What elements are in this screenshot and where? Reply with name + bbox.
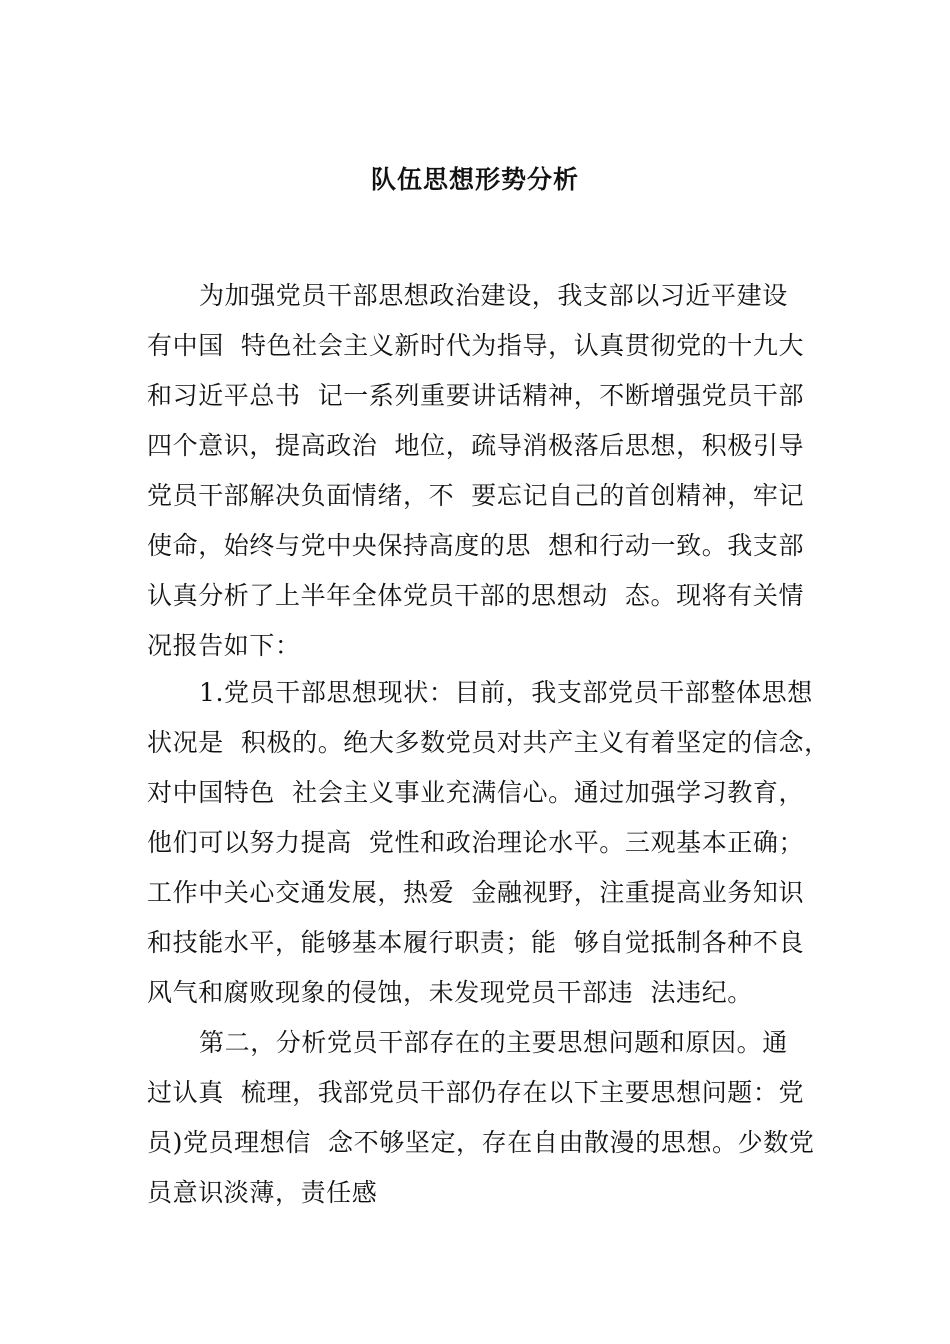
document-title: 队伍思想形势分析 [370,165,579,194]
text-line: 1.党员干部思想现状：目前，我支部党员干部整体思想 [199,678,813,707]
text-line: 和技能水平，能够基本履行职责；能 够自觉抵制各种不良 [147,928,805,957]
text-line: 有中国 特色社会主义新时代为指导，认真贯彻党的十九大 [147,331,805,360]
paragraph-problems [147,1018,815,1218]
text-line: 过认真 梳理，我部党员干部仍存在以下主要思想问题：党 [147,1078,805,1107]
text-line: 员)党员理想信 念不够坚定，存在自由散漫的思想。少数党 [147,1128,815,1157]
text-line: 和习近平总书 记一系列重要讲话精神，不断增强党员干部 [147,381,805,410]
text-line: 工作中关心交通发展，热爱 金融视野，注重提高业务知识 [147,878,805,907]
text-line: 第二，分析党员干部存在的主要思想问题和原因。通 [199,1028,788,1057]
text-line: 况报告如下： [147,631,301,660]
text-line: 党员干部解决负面情绪，不 要忘记自己的首创精神，牢记 [147,481,805,510]
text-line: 使命，始终与党中央保持高度的思 想和行动一致。我支部 [147,531,805,560]
text-line: 他们可以努力提高 党性和政治理论水平。三观基本正确； [147,828,805,857]
text-line: 认真分析了上半年全体党员干部的思想动 态。现将有关情 [147,581,805,610]
paragraph-intro [147,271,807,671]
paragraph-current-status [147,668,830,1018]
text-line: 风气和腐败现象的侵蚀，未发现党员干部违 法违纪。 [147,978,753,1007]
text-line: 状况是 积极的。绝大多数党员对共产主义有着坚定的信念， [147,728,830,757]
text-line: 四个意识，提高政治 地位，疏导消极落后思想，积极引导 [147,431,805,460]
text-line: 员意识淡薄，责任感 [147,1178,378,1207]
text-line: 为加强党员干部思想政治建设，我支部以习近平建设 [199,281,788,310]
text-line: 对中国特色 社会主义事业充满信心。通过加强学习教育， [147,778,805,807]
